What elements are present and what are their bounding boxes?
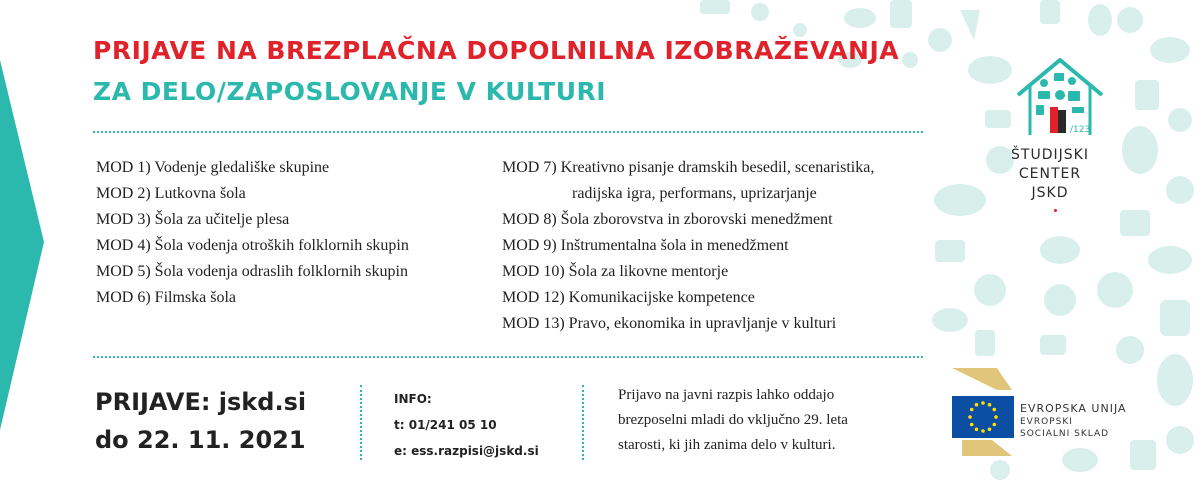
eu-line: SOCIALNI SKLAD bbox=[1020, 429, 1110, 439]
list-item-continuation: radijska igra, performans, uprizarjanje bbox=[572, 185, 817, 202]
eligibility-note bbox=[618, 383, 848, 458]
logo-text bbox=[1000, 146, 1100, 203]
list-item: MOD 7) Kreativno pisanje dramskih besedil, scenaristika, bbox=[502, 159, 875, 176]
logo-dot bbox=[1054, 209, 1057, 212]
list-item: MOD 10) Šola za likovne mentorje bbox=[502, 263, 729, 280]
eu-text bbox=[1020, 402, 1127, 440]
application-deadline bbox=[95, 383, 306, 459]
headline-line-1: PRIJAVE NA BREZPLAČNA DOPOLNILNA IZOBRAŽEVANJA bbox=[93, 36, 900, 65]
application-link[interactable]: PRIJAVE: jskd.si bbox=[95, 388, 307, 416]
list-item: MOD 4) Šola vodenja otroških folklornih skupin bbox=[96, 237, 409, 254]
headline-line-2: ZA DELO/ZAPOSLOVANJE V KULTURI bbox=[93, 77, 607, 106]
list-item: MOD 6) Filmska šola bbox=[96, 289, 236, 306]
list-item: MOD 3) Šola za učitelje plesa bbox=[96, 211, 290, 228]
list-item: MOD 8) Šola zborovstva in zborovski menedžment bbox=[502, 211, 833, 228]
list-item: MOD 13) Pravo, ekonomika in upravljanje v kulturi bbox=[502, 315, 837, 332]
info-label: INFO: bbox=[394, 392, 432, 406]
eu-flag-icon bbox=[952, 368, 1022, 456]
module-list-left bbox=[96, 155, 409, 311]
logo-badge: /123 bbox=[1070, 125, 1091, 135]
vertical-divider bbox=[360, 385, 362, 460]
arrow-tab-icon bbox=[0, 60, 44, 430]
note-line: Prijavo na javni razpis lahko oddajo bbox=[618, 387, 835, 403]
vertical-divider bbox=[582, 385, 584, 460]
info-phone[interactable]: t: 01/241 05 10 bbox=[394, 418, 497, 432]
list-item: MOD 1) Vodenje gledališke skupine bbox=[96, 159, 330, 176]
logo-line: CENTER bbox=[1018, 166, 1082, 182]
list-item: MOD 12) Komunikacijske kompetence bbox=[502, 289, 755, 306]
deadline-date: do 22. 11. 2021 bbox=[95, 426, 306, 454]
eu-line: EVROPSKA UNIJA bbox=[1020, 402, 1127, 415]
module-list-right bbox=[502, 155, 874, 337]
house-logo-icon bbox=[1010, 55, 1110, 140]
info-block bbox=[394, 386, 539, 464]
logo-line: JSKD bbox=[1031, 185, 1069, 201]
eu-line: EVROPSKI bbox=[1020, 417, 1073, 427]
note-line: starosti, ki jih zanima delo v kulturi. bbox=[618, 437, 836, 453]
top-divider bbox=[93, 131, 923, 133]
list-item: MOD 5) Šola vodenja odraslih folklornih skupin bbox=[96, 263, 408, 280]
note-line: brezposelni mladi do vključno 29. leta bbox=[618, 412, 848, 428]
list-item: MOD 9) Inštrumentalna šola in menedžment bbox=[502, 237, 789, 254]
info-email[interactable]: e: ess.razpisi@jskd.si bbox=[394, 444, 539, 458]
list-item: MOD 2) Lutkovna šola bbox=[96, 185, 246, 202]
bottom-divider bbox=[93, 356, 923, 358]
logo-line: ŠTUDIJSKI bbox=[1011, 147, 1089, 163]
